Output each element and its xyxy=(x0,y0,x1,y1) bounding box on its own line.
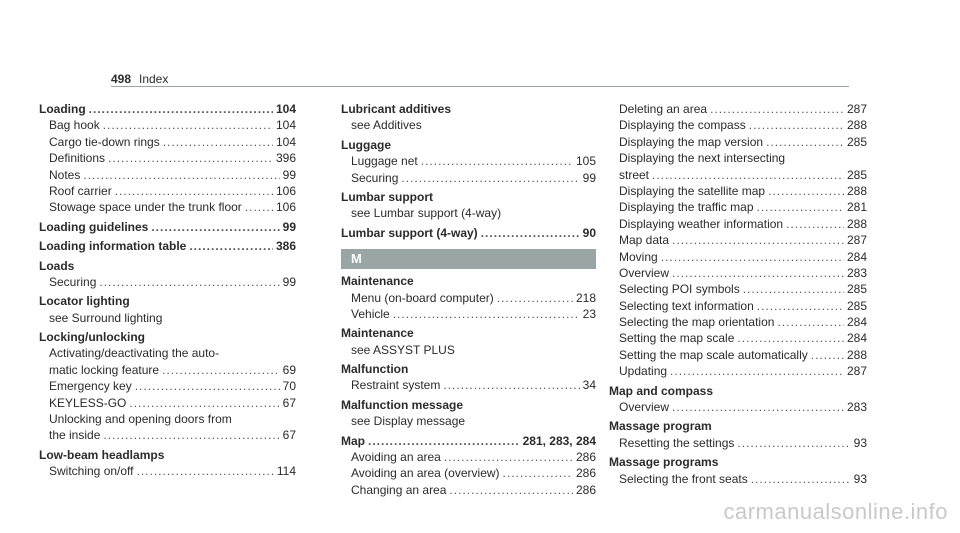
index-subentry xyxy=(609,347,867,363)
index-subentry xyxy=(341,117,596,133)
entry-text: Overview xyxy=(619,265,670,280)
index-subentry xyxy=(341,482,596,498)
dot-leader xyxy=(503,465,573,481)
index-subentry xyxy=(39,274,296,290)
entry-text: Setting the map scale automatically xyxy=(619,347,808,362)
page-reference: 386 xyxy=(275,239,296,254)
index-subentry xyxy=(39,310,296,326)
entry-text: Locking/unlocking xyxy=(39,330,146,345)
entry-text: Low-beam headlamps xyxy=(39,447,165,462)
entry-text: Selecting the map orientation xyxy=(619,315,775,330)
index-subentry xyxy=(341,306,596,322)
page-reference: 285 xyxy=(846,282,867,297)
dot-leader xyxy=(757,298,844,314)
page-reference: 281 xyxy=(846,200,867,215)
index-subentry xyxy=(609,249,867,265)
entry-text: matic locking feature xyxy=(49,362,160,377)
entry-text: Setting the map scale xyxy=(619,331,735,346)
dot-leader xyxy=(481,225,580,241)
index-column-2 xyxy=(341,101,596,498)
entry-text: Loading xyxy=(39,102,86,116)
entry-text: Map and compass xyxy=(609,383,714,398)
dot-leader xyxy=(672,265,844,281)
page-reference: 286 xyxy=(575,450,596,465)
index-entry xyxy=(609,418,867,434)
index-entry xyxy=(39,238,296,254)
dot-leader xyxy=(115,183,273,199)
entry-text: Avoiding an area (overview) xyxy=(351,466,500,481)
page-reference: 396 xyxy=(275,151,296,166)
index-subentry xyxy=(609,216,867,232)
dot-leader xyxy=(661,249,844,265)
index-entry xyxy=(341,361,596,377)
index-subentry xyxy=(609,232,867,248)
entry-text: Resetting the settings xyxy=(619,435,735,450)
entry-text: Malfunction xyxy=(341,362,409,377)
entry-text: Maintenance xyxy=(341,326,414,341)
dot-leader xyxy=(737,435,850,451)
index-subentry xyxy=(39,463,296,479)
dot-leader xyxy=(89,101,273,117)
entry-text: see Display message xyxy=(351,414,466,429)
index-entry xyxy=(341,433,596,449)
entry-text: Securing xyxy=(49,274,97,289)
index-subentry xyxy=(39,134,296,150)
index-subentry xyxy=(39,167,296,183)
entry-text: Activating/deactivating the auto- xyxy=(49,346,220,361)
index-subentry xyxy=(39,427,296,443)
index-subentry xyxy=(609,330,867,346)
entry-text: Changing an area xyxy=(351,482,447,497)
page-reference: 67 xyxy=(282,395,296,410)
index-entry xyxy=(341,273,596,289)
dot-leader xyxy=(108,150,273,166)
entry-text: see Lumbar support (4-way) xyxy=(351,206,502,221)
dot-leader xyxy=(368,433,520,449)
entry-text: the inside xyxy=(49,428,101,443)
index-subentry xyxy=(341,377,596,393)
dot-leader xyxy=(83,167,279,183)
entry-text: Menu (on-board computer) xyxy=(351,290,494,305)
page-reference: 104 xyxy=(275,118,296,133)
dot-leader xyxy=(670,363,844,379)
entry-text: Moving xyxy=(619,249,658,264)
entry-text: Malfunction message xyxy=(341,397,464,412)
entry-text: Selecting text information xyxy=(619,298,754,313)
entry-text: Definitions xyxy=(49,151,106,166)
dot-leader xyxy=(811,347,844,363)
page-reference: 288 xyxy=(846,347,867,362)
index-subentry xyxy=(39,395,296,411)
index-entry xyxy=(341,101,596,117)
page-reference: 69 xyxy=(282,362,296,377)
page-reference: 285 xyxy=(846,167,867,182)
page-reference: 284 xyxy=(846,331,867,346)
index-subentry xyxy=(39,362,296,378)
entry-text: Vehicle xyxy=(351,306,390,321)
page-reference: 288 xyxy=(846,216,867,231)
dot-leader xyxy=(497,290,573,306)
page-reference: 67 xyxy=(282,428,296,443)
dot-leader xyxy=(768,183,844,199)
entry-text: Map xyxy=(341,433,365,448)
index-subentry xyxy=(609,314,867,330)
index-subentry xyxy=(39,183,296,199)
dot-leader xyxy=(189,238,273,254)
dot-leader xyxy=(743,281,844,297)
index-entry xyxy=(341,397,596,413)
entry-text: Updating xyxy=(619,364,668,379)
entry-text: Stowage space under the trunk floor xyxy=(49,200,242,215)
index-subentry xyxy=(39,378,296,394)
index-subentry xyxy=(609,298,867,314)
page-reference: 283 xyxy=(846,265,867,280)
page-reference: 104 xyxy=(275,134,296,149)
entry-text: Emergency key xyxy=(49,379,132,394)
index-subentry xyxy=(341,465,596,481)
index-entry xyxy=(39,101,296,117)
index-subentry xyxy=(609,167,867,183)
entry-text: Selecting the front seats xyxy=(619,471,748,486)
entry-text: see Surround lighting xyxy=(49,310,163,325)
index-subentry xyxy=(609,265,867,281)
entry-text: Loading information table xyxy=(39,239,187,254)
index-subentry xyxy=(341,413,596,429)
page-number: 498 xyxy=(111,72,132,86)
entry-text: street xyxy=(619,167,650,182)
entry-text: KEYLESS-GO xyxy=(49,395,127,410)
dot-leader xyxy=(737,330,844,346)
page-reference: 23 xyxy=(582,306,596,321)
entry-text: Loads xyxy=(39,258,75,273)
page-reference: 283 xyxy=(846,400,867,415)
page-reference: 285 xyxy=(846,134,867,149)
index-subentry xyxy=(39,199,296,215)
index-subentry xyxy=(609,101,867,117)
page-reference: 105 xyxy=(575,154,596,169)
dot-leader xyxy=(163,134,273,150)
index-subentry xyxy=(609,134,867,150)
index-subentry xyxy=(39,411,296,427)
index-subentry xyxy=(609,435,867,451)
entry-text: see ASSYST PLUS xyxy=(351,342,455,357)
entry-text: Displaying the next intersecting xyxy=(619,151,786,166)
page-reference: 104 xyxy=(275,102,296,116)
dot-leader xyxy=(710,101,844,117)
header-divider xyxy=(111,86,849,87)
index-subentry xyxy=(609,471,867,487)
index-entry xyxy=(609,383,867,399)
index-subentry xyxy=(39,345,296,361)
entry-text: Avoiding an area xyxy=(351,450,441,465)
entry-text: Displaying weather information xyxy=(619,216,784,231)
entry-text: Lumbar support xyxy=(341,189,433,204)
entry-text: Selecting POI symbols xyxy=(619,282,740,297)
dot-leader xyxy=(421,153,573,169)
index-entry xyxy=(341,325,596,341)
dot-leader xyxy=(449,482,573,498)
page-reference: 288 xyxy=(846,183,867,198)
entry-text: Securing xyxy=(351,170,399,185)
page-reference: 93 xyxy=(853,471,867,486)
page-reference: 93 xyxy=(853,435,867,450)
entry-text: Lumbar support (4-way) xyxy=(341,225,478,240)
index-subentry xyxy=(609,281,867,297)
entry-text: Displaying the traffic map xyxy=(619,200,754,215)
entry-text: Cargo tie-down rings xyxy=(49,134,160,149)
page-reference: 106 xyxy=(275,200,296,215)
entry-text: Switching on/off xyxy=(49,464,134,479)
dot-leader xyxy=(99,274,279,290)
dot-leader xyxy=(162,362,280,378)
index-subentry xyxy=(341,342,596,358)
page-reference: 288 xyxy=(846,118,867,133)
entry-text: Unlocking and opening doors from xyxy=(49,412,232,427)
page-reference: 285 xyxy=(846,298,867,313)
entry-text: Deleting an area xyxy=(619,102,708,116)
section-title: Index xyxy=(139,72,169,86)
entry-text: Loading guidelines xyxy=(39,219,149,234)
index-entry xyxy=(39,258,296,274)
dot-leader xyxy=(672,399,844,415)
dot-leader xyxy=(652,167,844,183)
index-subentry xyxy=(609,183,867,199)
entry-text: Map data xyxy=(619,233,670,248)
index-subentry xyxy=(341,170,596,186)
index-entry xyxy=(341,225,596,241)
entry-text: Locator lighting xyxy=(39,294,130,309)
dot-leader xyxy=(151,219,279,235)
entry-text: Lubricant additives xyxy=(341,102,452,116)
entry-text: Bag hook xyxy=(49,118,100,133)
index-entry xyxy=(341,189,596,205)
page-header xyxy=(0,0,960,100)
dot-leader xyxy=(401,170,579,186)
index-subentry xyxy=(609,199,867,215)
page-reference: 99 xyxy=(282,274,296,289)
index-subentry xyxy=(609,363,867,379)
dot-leader xyxy=(786,216,844,232)
entry-text: Displaying the satellite map xyxy=(619,183,766,198)
dot-leader xyxy=(749,117,844,133)
index-entry xyxy=(341,137,596,153)
page-reference: 99 xyxy=(282,167,296,182)
entry-text: Displaying the map version xyxy=(619,134,764,149)
letter-heading: M xyxy=(341,249,596,269)
index-entry xyxy=(609,454,867,470)
index-entry xyxy=(39,447,296,463)
index-subentry xyxy=(609,117,867,133)
index-subentry xyxy=(609,399,867,415)
page-reference: 281, 283, 284 xyxy=(522,433,596,448)
index-subentry xyxy=(341,153,596,169)
page-reference: 287 xyxy=(846,233,867,248)
entry-text: see Additives xyxy=(351,118,422,133)
page-reference: 90 xyxy=(582,225,596,240)
entry-text: Luggage net xyxy=(351,154,418,169)
index-subentry xyxy=(341,449,596,465)
index-entry xyxy=(39,329,296,345)
dot-leader xyxy=(129,395,279,411)
dot-leader xyxy=(757,199,844,215)
dot-leader xyxy=(443,377,579,393)
entry-text: Roof carrier xyxy=(49,183,112,198)
entry-text: Overview xyxy=(619,400,670,415)
page-reference: 284 xyxy=(846,249,867,264)
dot-leader xyxy=(393,306,580,322)
entry-text: Notes xyxy=(49,167,81,182)
page-reference: 286 xyxy=(575,482,596,497)
page-reference: 70 xyxy=(282,379,296,394)
entry-text: Massage program xyxy=(609,419,712,434)
index-subentry xyxy=(39,150,296,166)
dot-leader xyxy=(777,314,844,330)
dot-leader xyxy=(103,427,279,443)
page-reference: 287 xyxy=(846,364,867,379)
dot-leader xyxy=(766,134,844,150)
index-subentry xyxy=(609,150,867,166)
index-entry xyxy=(39,293,296,309)
index-subentry xyxy=(39,117,296,133)
watermark: carmanualsonline.info xyxy=(723,499,948,524)
dot-leader xyxy=(751,471,851,487)
page-reference: 99 xyxy=(582,170,596,185)
entry-text: Maintenance xyxy=(341,274,414,289)
page-reference: 284 xyxy=(846,315,867,330)
entry-text: Massage programs xyxy=(609,455,719,470)
dot-leader xyxy=(444,449,573,465)
page-reference: 218 xyxy=(575,290,596,305)
entry-text: Displaying the compass xyxy=(619,118,746,133)
page-reference: 34 xyxy=(582,378,596,393)
page-reference: 114 xyxy=(276,464,296,479)
dot-leader xyxy=(103,117,273,133)
index-column-3 xyxy=(609,101,867,487)
entry-text: Restraint system xyxy=(351,378,441,393)
index-entry xyxy=(39,219,296,235)
dot-leader xyxy=(245,199,273,215)
index-subentry xyxy=(341,290,596,306)
page-reference: 106 xyxy=(275,183,296,198)
index-column-1 xyxy=(39,101,296,480)
dot-leader xyxy=(135,378,280,394)
index-subentry xyxy=(341,205,596,221)
page-reference: 286 xyxy=(575,466,596,481)
dot-leader xyxy=(137,463,274,479)
dot-leader xyxy=(672,232,844,248)
page-reference: 99 xyxy=(282,219,296,234)
page-reference: 287 xyxy=(846,102,867,116)
entry-text: Luggage xyxy=(341,137,391,152)
